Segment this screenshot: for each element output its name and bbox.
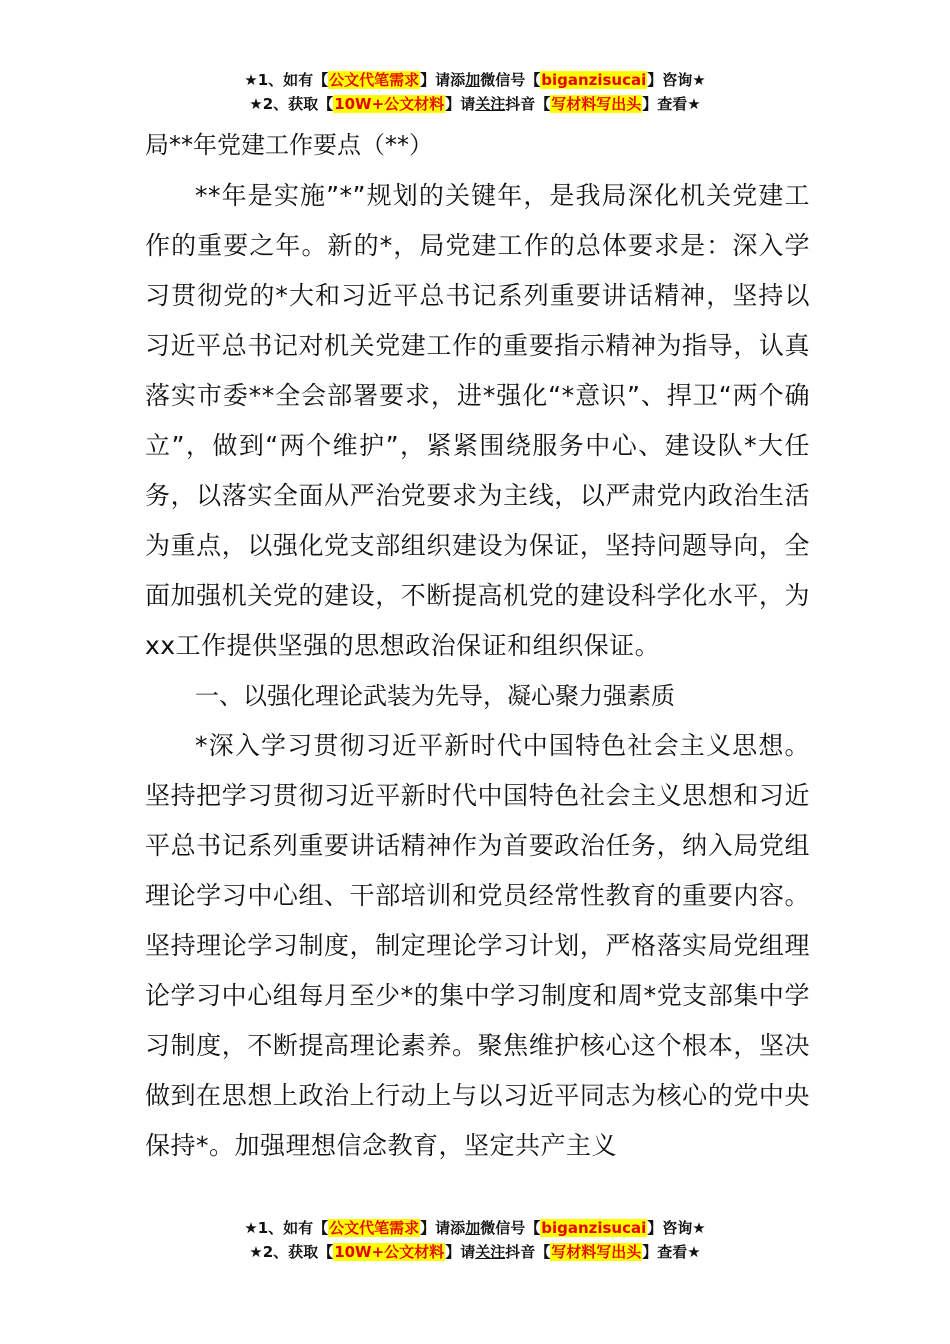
highlight-text: 10W+公文材料 <box>334 95 445 113</box>
banner-line-1 <box>0 1216 950 1240</box>
underlined-text: 加 <box>465 1219 481 1237</box>
banner-text: 微信号【 <box>480 1219 541 1237</box>
banner-text: ★2、获取【 <box>249 1243 334 1261</box>
header-banner <box>0 68 950 116</box>
banner-line-2 <box>0 1240 950 1264</box>
douyin-account: 写材料写出头 <box>551 1243 642 1261</box>
banner-text: ★1、如有【 <box>244 71 329 89</box>
banner-text: 微信号【 <box>480 71 541 89</box>
section-heading: 一、以强化理论武装为先导，凝心聚力强素质 <box>195 682 675 710</box>
footer-banner <box>0 1216 950 1264</box>
highlight-text: 公文代笔需求 <box>329 1219 420 1237</box>
banner-text: 抖音【 <box>505 95 551 113</box>
banner-text: 】查看★ <box>642 95 701 113</box>
underlined-text: 加 <box>465 71 481 89</box>
banner-text: ★2、获取【 <box>249 95 334 113</box>
document-title: 局**年党建工作要点（**） <box>145 131 433 159</box>
wechat-id: biganzisucai <box>541 1219 647 1237</box>
body-paragraph: *深入学习贯彻习近平新时代中国特色社会主义思想。坚持把学习贯彻习近平新时代中国特色社会主义思想和习近平总书记系列重要讲话精神作为首要政治任务，纳入局党组理论学习中心组、干部培训和党员经常性教育的重要内容。坚持理论学习制度，制定理论学习计划，严格落实局党组理论学习中心组每月至少*的集中学习制度和周*党支部集中学习制度，不断提高理论素养。聚焦维护核心这个根本，坚决做到在思想上政治上行动上与以习近平同志为核心的党中央保持*。加强理想信念教育，坚定共产主义 <box>145 731 810 1160</box>
banner-text: ★1、如有【 <box>244 1219 329 1237</box>
banner-line-1 <box>0 68 950 92</box>
banner-text: 】请 <box>445 95 476 113</box>
banner-line-2 <box>0 92 950 116</box>
underlined-text: 关注 <box>475 1243 506 1261</box>
douyin-account: 写材料写出头 <box>551 95 642 113</box>
highlight-text: 公文代笔需求 <box>329 71 420 89</box>
banner-text: 】请添 <box>420 71 466 89</box>
wechat-id: biganzisucai <box>541 71 647 89</box>
banner-text: 】请 <box>445 1243 476 1261</box>
underlined-text: 关注 <box>475 95 506 113</box>
banner-text: 抖音【 <box>505 1243 551 1261</box>
banner-text: 】请添 <box>420 1219 466 1237</box>
highlight-text: 10W+公文材料 <box>334 1243 445 1261</box>
banner-text: 】咨询★ <box>647 71 706 89</box>
intro-paragraph: **年是实施”*”规划的关键年，是我局深化机关党建工作的重要之年。新的*，局党建工作的总体要求是：深入学习贯彻党的*大和习近平总书记系列重要讲话精神，坚持以习近平总书记对机关党建工作的重要指示精神为指导，认真落实市委**全会部署要求，进*强化“*意识”、捍卫“两个确立”，做到“两个维护”，紧紧围绕服务中心、建设队*大任务，以落实全面从严治党要求为主线，以严肃党内政治生活为重点，以强化党支部组织建设为保证，坚持问题导向，全面加强机关党的建设，不断提高机党的建设科学化水平，为xx工作提供坚强的思想政治保证和组织保证。 <box>145 181 810 660</box>
banner-text: 】咨询★ <box>647 1219 706 1237</box>
document-body <box>145 127 810 1171</box>
banner-text: 】查看★ <box>642 1243 701 1261</box>
